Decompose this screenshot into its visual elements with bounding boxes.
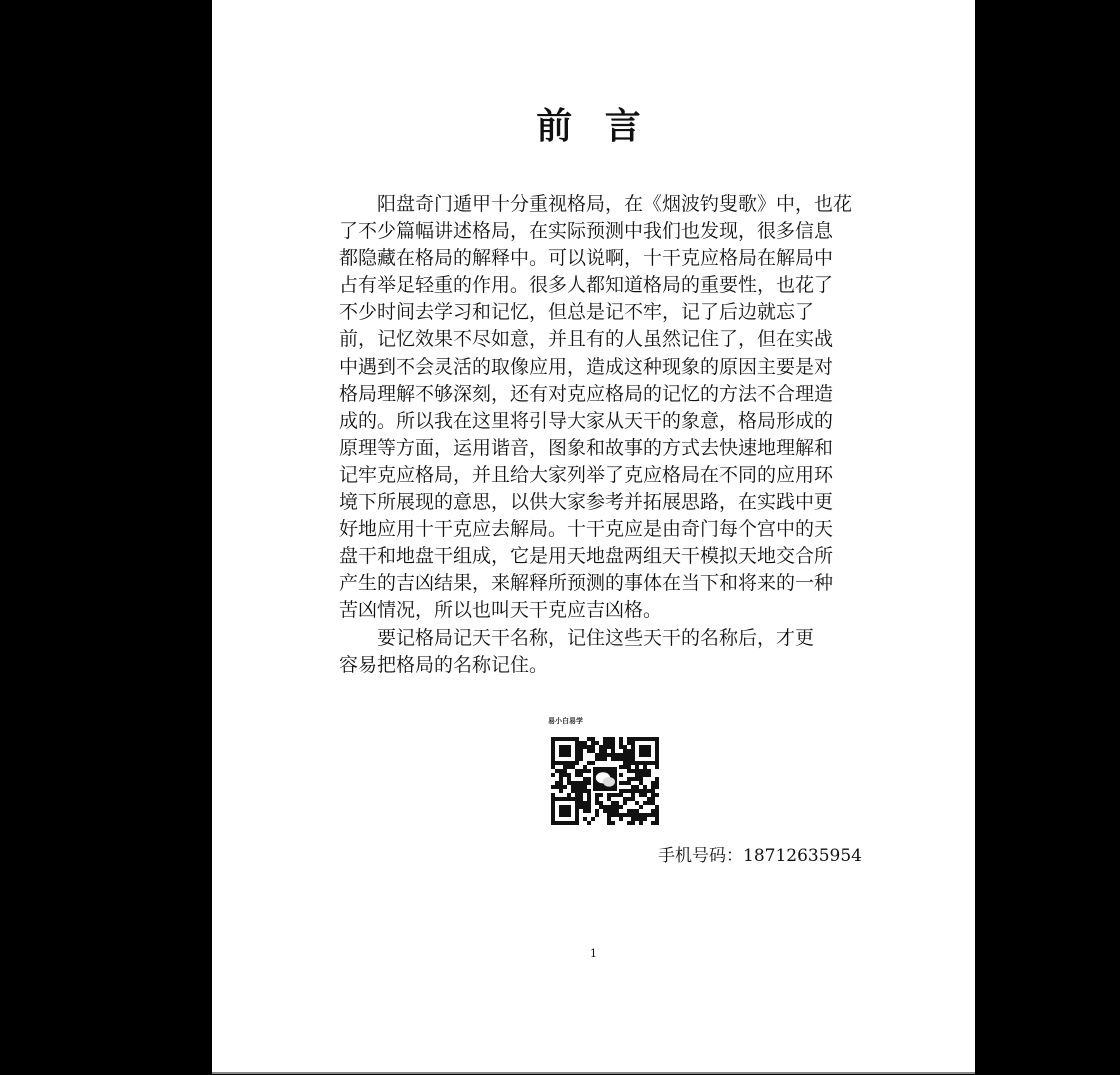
text-line: 了不少篇幅讲述格局，在实际预测中我们也发现，很多信息 — [339, 220, 834, 243]
text-line: 格局理解不够深刻，还有对克应格局的记忆的方法不合理造 — [339, 382, 834, 405]
text-line: 产生的吉凶结果，来解释所预测的事体在当下和将来的一种 — [339, 572, 834, 595]
text-line: 不少时间去学习和记忆，但总是记不牢，记了后边就忘了 — [339, 301, 815, 324]
text-line: 记牢克应格局，并且给大家列举了克应格局在不同的应用环 — [339, 463, 834, 486]
text-line: 好地应用十干克应去解局。十干克应是由奇门每个宫中的天 — [339, 518, 834, 541]
text-line: 要记格局记天干名称，记住这些天干的名称后，才更 — [339, 626, 815, 649]
text-line: 占有举足轻重的作用。很多人都知道格局的重要性，也花了 — [339, 274, 834, 297]
text-line: 前，记忆效果不尽如意，并且有的人虽然记住了，但在实战 — [339, 328, 834, 351]
phone-number: 手机号码：18712635954 — [658, 846, 862, 866]
text-line: 容易把格局的名称记住。 — [339, 653, 549, 676]
wechat-qr-code-icon — [551, 737, 659, 825]
text-line: 苦凶情况，所以也叫天干克应吉凶格。 — [339, 599, 663, 622]
text-line: 盘干和地盘干组成，它是用天地盘两组天干模拟天地交合所 — [339, 545, 834, 568]
text-line: 成的。所以我在这里将引导大家从天干的象意，格局形成的 — [339, 409, 834, 432]
document-page — [212, 0, 975, 1074]
text-line: 阳盘奇门遁甲十分重视格局，在《烟波钓叟歌》中，也花 — [339, 193, 853, 215]
text-line: 都隐藏在格局的解释中。可以说啊，十干克应格局在解局中 — [339, 247, 834, 270]
page-number: 1 — [590, 947, 597, 960]
text-line: 境下所展现的意思，以供大家参考并拓展思路，在实践中更 — [339, 491, 834, 514]
preface-body — [339, 191, 869, 679]
qr-label: 易小白易学 — [548, 716, 583, 725]
text-line: 原理等方面，运用谐音，图象和故事的方式去快速地理解和 — [339, 436, 834, 459]
text-line: 中遇到不会灵活的取像应用，造成这种现象的原因主要是对 — [339, 355, 834, 378]
page-title: 前 言 — [536, 105, 651, 147]
